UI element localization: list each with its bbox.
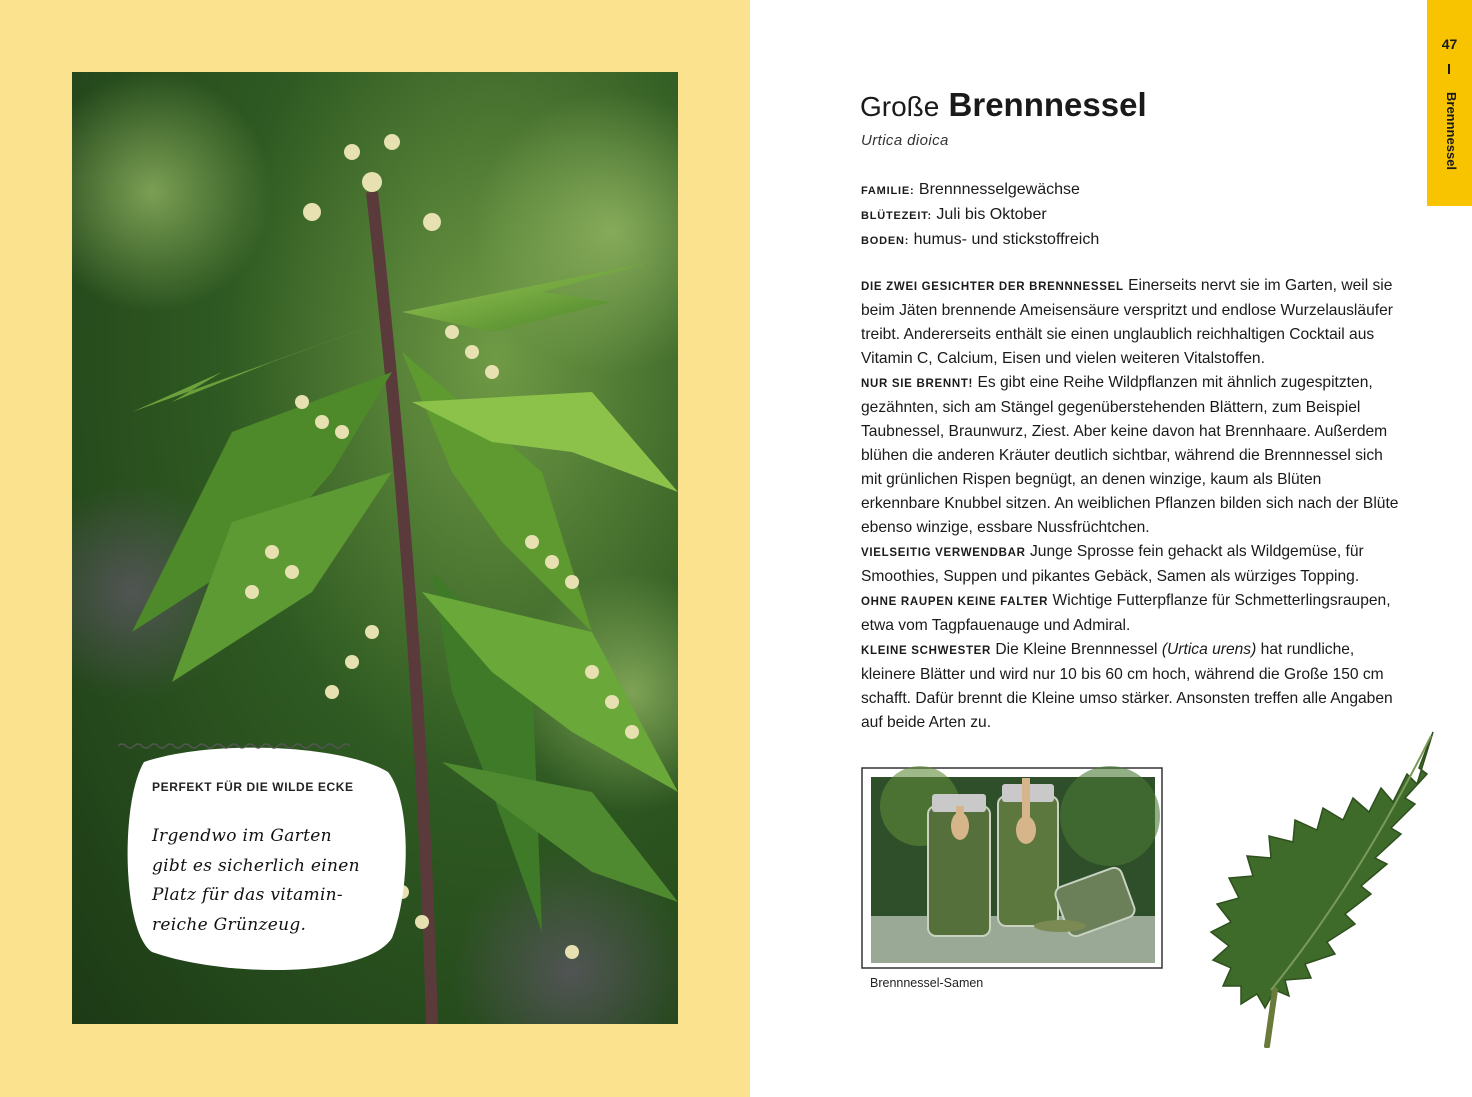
section-keyword: KLEINE SCHWESTER	[861, 645, 992, 657]
fact-value: Brennnesselgewächse	[918, 181, 1080, 198]
section-text: Die Kleine Brennnessel	[995, 641, 1158, 658]
section-keyword: VIELSEITIG VERWENDBAR	[861, 547, 1026, 559]
section	[861, 540, 1401, 589]
fact-value: Juli bis Oktober	[936, 206, 1047, 223]
fact-row: BODEN: humus- und stickstoffreich	[861, 231, 1100, 248]
callout-card	[116, 742, 406, 974]
section-keyword: NUR SIE BRENNT!	[861, 378, 974, 390]
section-text: Wichtige Futterpflanze für Schmetterlingsraupen, etwa vom Tagpfauenauge und Admiral.	[861, 592, 1391, 634]
fact-row: FAMILIE: Brennnesselgewächse	[861, 181, 1080, 198]
nettle-leaf-icon	[1205, 728, 1445, 1048]
photo-caption: Brennnessel-Samen	[870, 976, 984, 990]
section-text: Es gibt eine Reihe Wildpflanzen mit ähnlich zugespitzten, gezähnten, sich am Stängel gegenüberstehenden Blättern, zum Beispiel Taubnessel, Braunwurz, Ziest. Aber keine davon hat Brennhaare. Außerdem blühen die anderen Kräuter deutlich sichtbar, während die Brennnessel sich mit grünlichen Rispen begnügt, an denen winzige, kaum als Blüten erkennbare Knubbel sitzen. An weiblichen Pflanzen bilden sich nach der Blüte ebenso winzige, essbare Nussfrüchtchen.	[861, 374, 1399, 536]
title-prefix: Große	[860, 91, 940, 122]
page-number: 47	[1441, 36, 1458, 52]
section-latin: (Urtica urens)	[1161, 641, 1257, 658]
fact-row: BLÜTEZEIT: Juli bis Oktober	[861, 206, 1047, 223]
fact-label: BODEN	[861, 235, 905, 247]
page-title	[860, 86, 1147, 124]
callout-line: Platz für das vitamin-	[152, 885, 343, 905]
callout-line: reiche Grünzeug.	[152, 914, 307, 935]
latin-name: Urtica dioica	[861, 132, 949, 149]
section-text: Junge Sprosse fein gehackt als Wildgemüse, für Smoothies, Suppen und pikantes Gebäck, Samen als würziges Topping.	[861, 543, 1364, 585]
tab-separator	[1448, 64, 1450, 74]
title-main: Brennnessel	[948, 86, 1147, 123]
fact-label: BLÜTEZEIT	[861, 210, 928, 222]
callout-text	[152, 822, 382, 940]
section	[861, 638, 1401, 735]
section-keyword: DIE ZWEI GESICHTER DER BRENNNESSEL	[861, 281, 1124, 293]
tab-label: Brennnessel	[1444, 92, 1459, 171]
body-text	[861, 274, 1401, 735]
callout-line: gibt es sicherlich einen	[152, 855, 360, 876]
section	[861, 274, 1401, 371]
seed-jars-illustration	[860, 766, 1164, 970]
section-text: hat rundliche, kleinere Blätter und wird nur 10 bis 60 cm hoch, während die Große 150 cm schafft. Dafür brennt die Kleine umso stärker. Ansonsten treffen alle Angaben auf beide Arten zu.	[861, 641, 1393, 731]
section-keyword: OHNE RAUPEN KEINE FALTER	[861, 596, 1049, 608]
section	[861, 371, 1401, 540]
fact-value: humus- und stickstoffreich	[913, 231, 1100, 248]
facts-list	[861, 178, 1099, 253]
callout-line: Irgendwo im Garten	[152, 826, 332, 846]
section-text: Einerseits nervt sie im Garten, weil sie beim Jäten brennende Ameisensäure verspritzt und endlose Wurzelausläufer treibt. Andererseits enthält sie einen unglaublich reichhaltigen Cocktail aus Vitamin C, Calcium, Eisen und vielen weiteren Vitalstoffen.	[861, 277, 1393, 367]
callout-heading: PERFEKT FÜR DIE WILDE ECKE	[152, 780, 354, 794]
section	[861, 589, 1401, 638]
chapter-tab	[1427, 0, 1472, 206]
seed-jars-photo	[860, 766, 1164, 970]
fact-label: FAMILIE	[861, 185, 910, 197]
wavy-divider	[116, 742, 352, 750]
